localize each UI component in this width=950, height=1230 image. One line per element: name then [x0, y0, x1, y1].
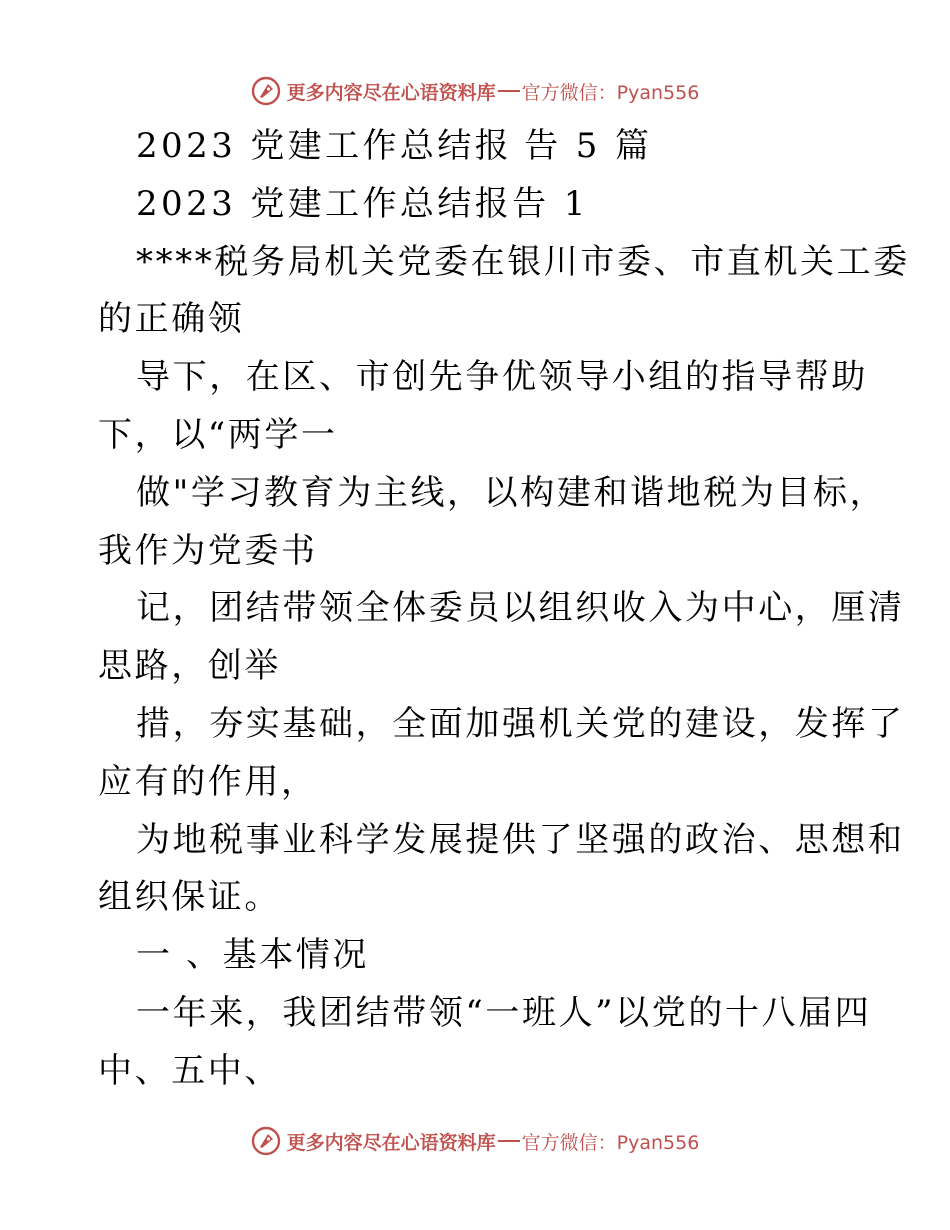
- paragraph-line: 下，以“两学一: [98, 414, 338, 455]
- watermark-dash: [498, 1140, 520, 1142]
- pen-nib-logo-icon: [251, 1126, 281, 1156]
- watermark-wechat-text: 官方微信：Pyan556: [521, 81, 700, 104]
- watermark-lead-text: 更多内容尽在心语资料库: [286, 81, 496, 104]
- watermark-lead-text: 更多内容尽在心语资料库: [286, 1131, 496, 1154]
- pen-nib-logo-icon: [251, 76, 281, 106]
- paragraph-line: 为地税事业科学发展提供了坚强的政治、思想和: [136, 819, 905, 860]
- document-title: [98, 118, 858, 176]
- paragraph-line: 应有的作用，: [98, 761, 318, 802]
- document-subtitle: 2023 党建工作总结报告 1: [136, 183, 589, 224]
- paragraph-line: 做"学习教育为主线，以构建和谐地税为目标，: [136, 472, 887, 513]
- document-title-part1: 2023 党建工作总结报: [136, 126, 513, 166]
- watermark-banner-bottom: [0, 1121, 950, 1161]
- section-heading: 一 、基本情况: [136, 935, 370, 976]
- paragraph-line: 中、五中、: [98, 1050, 281, 1091]
- paragraph-line: 我作为党委书: [98, 530, 318, 571]
- paragraph-line: 措，夯实基础，全面加强机关党的建设，发挥了: [136, 703, 905, 744]
- paragraph-line: 导下，在区、市创先争优领导小组的指导帮助: [136, 357, 868, 398]
- paragraph-line: 记，团结带领全体委员以组织收入为中心，厘清: [136, 588, 905, 629]
- document-body: [98, 118, 910, 1101]
- paragraph-line: ****税务局机关党委在银川市委、市直机关工委: [136, 241, 910, 282]
- watermark-dash: [498, 90, 520, 92]
- watermark-wechat-text: 官方微信：Pyan556: [521, 1131, 700, 1154]
- paragraph-line: 组织保证。: [98, 877, 281, 918]
- paragraph-line: 一年来，我团结带领“一班人”以党的十八届四: [136, 992, 872, 1033]
- paragraph-line: 的正确领: [98, 299, 245, 340]
- document-title-part2: 告 5 篇: [524, 126, 653, 166]
- paragraph-line: 思路，创举: [98, 646, 281, 687]
- watermark-banner-top: [0, 71, 950, 111]
